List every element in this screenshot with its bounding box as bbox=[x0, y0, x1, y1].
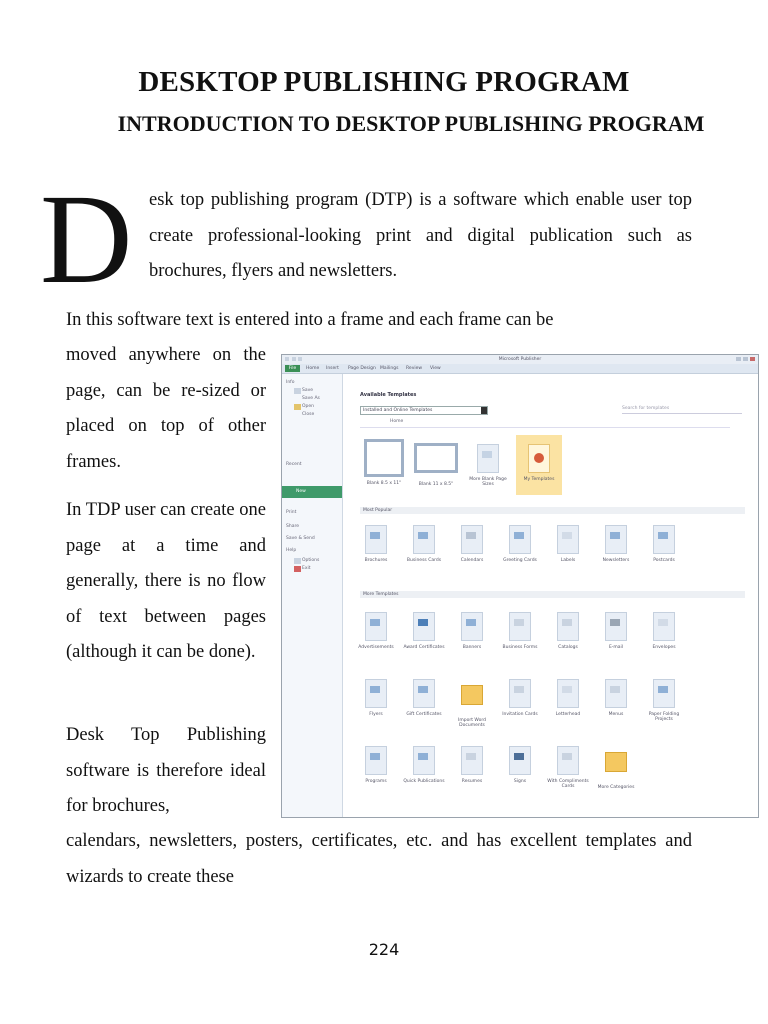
template-paper-folding: Paper Folding Projects bbox=[642, 679, 686, 722]
template-catalogs: Catalogs bbox=[546, 612, 590, 650]
chevron-down-icon bbox=[481, 407, 487, 414]
backstage-help: Help bbox=[286, 548, 297, 553]
template-import-word: Import Word Documents bbox=[450, 679, 494, 728]
template-my-templates: My Templates bbox=[516, 435, 562, 495]
template-banners: Banners bbox=[450, 612, 494, 650]
backstage-menu bbox=[282, 374, 343, 817]
tab-page-design: Page Design bbox=[348, 366, 376, 371]
window-title: Microsoft Publisher bbox=[498, 357, 542, 362]
frame-paragraph-cont: moved anywhere on the page, can be re-sized or placed on top of other frames. bbox=[66, 345, 266, 472]
page-title: DESKTOP PUBLISHING PROGRAM bbox=[138, 66, 630, 98]
maximize-icon bbox=[743, 357, 748, 361]
template-menus: Menus bbox=[594, 679, 638, 717]
template-breadcrumb: Home bbox=[360, 419, 730, 428]
template-blank-landscape: Blank 11 x 8.5" bbox=[414, 439, 458, 487]
publisher-screenshot bbox=[281, 354, 759, 818]
tab-review: Review bbox=[406, 366, 423, 371]
template-email: E-mail bbox=[594, 612, 638, 650]
backstage-recent: Recent bbox=[286, 462, 302, 467]
options-icon bbox=[294, 558, 301, 564]
minimize-icon bbox=[736, 357, 741, 361]
template-gift-certificates: Gift Certificates bbox=[402, 679, 446, 717]
page-number: 224 bbox=[368, 940, 400, 959]
section-most-popular: Most Popular bbox=[360, 507, 745, 514]
template-advertisements: Advertisements bbox=[354, 612, 398, 650]
tab-home: Home bbox=[306, 366, 320, 371]
backstage-new: New bbox=[282, 486, 342, 498]
template-more-categories: More Categories bbox=[594, 746, 638, 790]
template-labels: Labels bbox=[546, 525, 590, 563]
template-newsletters: Newsletters bbox=[594, 525, 638, 563]
template-business-forms: Business Forms bbox=[498, 612, 542, 650]
template-calendars: Calendars bbox=[450, 525, 494, 563]
template-search: Search for templates bbox=[622, 406, 742, 414]
template-invitation-cards: Invitation Cards bbox=[498, 679, 542, 717]
backstage-info: Info bbox=[286, 380, 295, 385]
backstage-options: Options bbox=[302, 558, 320, 563]
template-signs: Signs bbox=[498, 746, 542, 784]
open-icon bbox=[294, 404, 301, 410]
ideal-paragraph-start: Desk Top Publishing software is therefore ideal for brochures, bbox=[66, 725, 266, 816]
available-templates-heading: Available Templates bbox=[360, 392, 417, 398]
backstage-exit: Exit bbox=[302, 566, 311, 571]
backstage-share: Share bbox=[286, 524, 299, 529]
ribbon-tabs bbox=[282, 364, 758, 374]
backstage-open: Open bbox=[302, 404, 315, 409]
tab-mailings: Mailings bbox=[380, 366, 399, 371]
drop-cap: D bbox=[40, 168, 133, 310]
intro-paragraph: esk top publishing program (DTP) is a software which enable user top create professional-looking print and digital publication such as brochures, flyers and newsletters. bbox=[149, 190, 692, 281]
template-business-cards: Business Cards bbox=[402, 525, 446, 563]
template-programs: Programs bbox=[354, 746, 398, 784]
template-blank-portrait: Blank 8.5 x 11" bbox=[362, 439, 406, 486]
template-with-compliments: With Compliments Cards bbox=[546, 746, 590, 789]
section-more-templates: More Templates bbox=[360, 591, 745, 598]
backstage-save-as: Save As bbox=[302, 396, 320, 401]
backstage-save: Save bbox=[302, 388, 314, 393]
window-titlebar bbox=[282, 355, 758, 364]
template-postcards: Postcards bbox=[642, 525, 686, 563]
template-gallery bbox=[344, 374, 758, 817]
save-icon bbox=[294, 388, 301, 394]
tab-view: View bbox=[430, 366, 441, 371]
template-award-certificates: Award Certificates bbox=[402, 612, 446, 650]
template-envelopes: Envelopes bbox=[642, 612, 686, 650]
template-greeting-cards: Greeting Cards bbox=[498, 525, 542, 563]
template-letterhead: Letterhead bbox=[546, 679, 590, 717]
template-brochures: Brochures bbox=[354, 525, 398, 563]
template-quick-publications: Quick Publications bbox=[402, 746, 446, 784]
exit-icon bbox=[294, 566, 301, 572]
tab-insert: Insert bbox=[326, 366, 339, 371]
template-resumes: Resumes bbox=[450, 746, 494, 784]
close-icon bbox=[750, 357, 755, 361]
template-source-dropdown: Installed and Online Templates bbox=[360, 406, 488, 415]
backstage-save-send: Save & Send bbox=[286, 536, 315, 541]
backstage-print: Print bbox=[286, 510, 297, 515]
ideal-paragraph-cont: calendars, newsletters, posters, certificates, etc. and has excellent templates and wizards to create these bbox=[66, 831, 692, 887]
frame-paragraph-start: In this software text is entered into a frame and each frame can be bbox=[66, 310, 554, 330]
backstage-close: Close bbox=[302, 412, 315, 417]
template-flyers: Flyers bbox=[354, 679, 398, 717]
tab-file: File bbox=[285, 365, 300, 372]
page-subtitle: INTRODUCTION TO DESKTOP PUBLISHING PROGRAM bbox=[117, 111, 705, 136]
pages-paragraph: In TDP user can create one page at a time and generally, there is no flow of text between pages (although it can be done). bbox=[66, 500, 266, 662]
template-more-blank: More Blank Page Sizes bbox=[466, 444, 510, 487]
